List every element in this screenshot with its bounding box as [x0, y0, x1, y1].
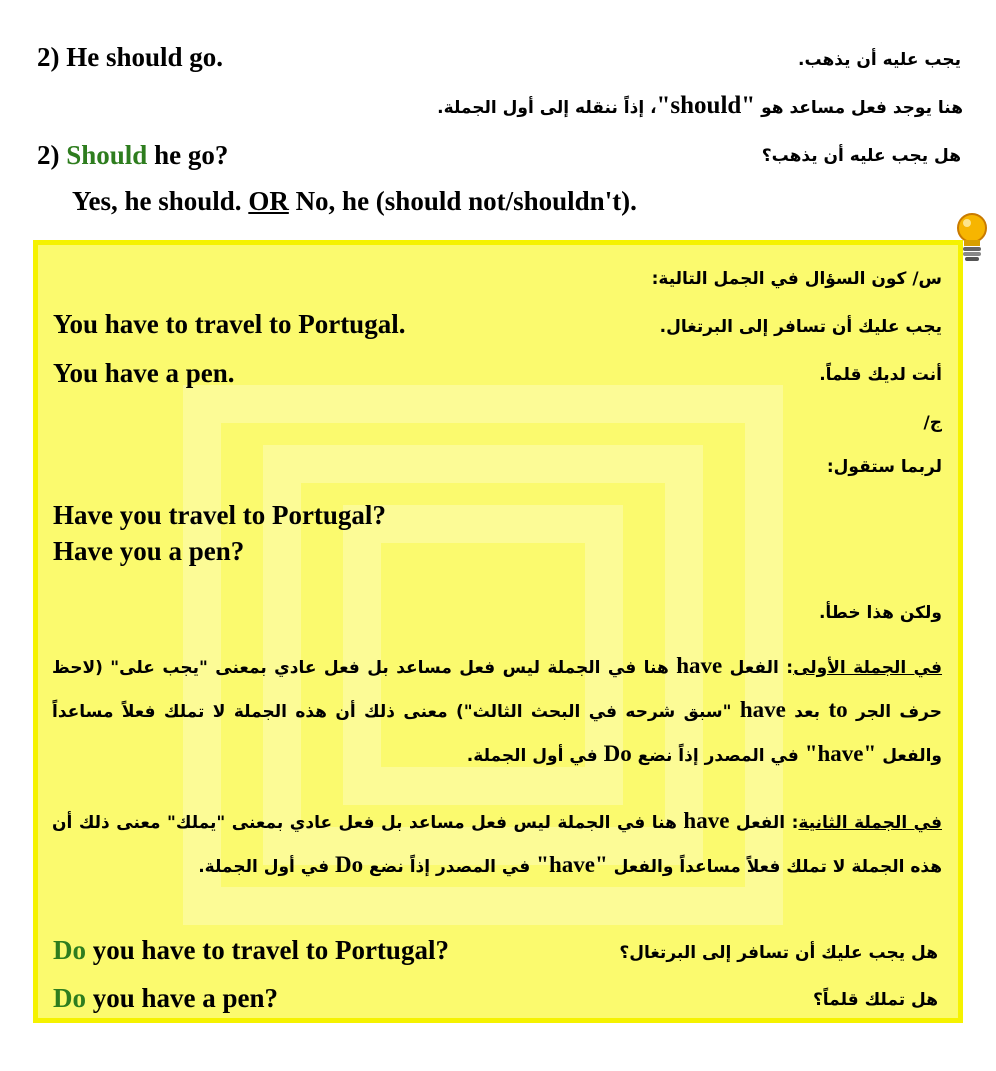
- p1-text-e: في المصدر إذاً نضع: [631, 746, 805, 766]
- p2-have: have: [683, 808, 730, 833]
- p1-text-d: "سبق شرحه في البحث الثالث") معنى ذلك أن هذه الجملة لا تملك فعلاً مساعداً والفعل: [52, 702, 942, 766]
- wrong-question-1: Have you travel to Portugal?: [53, 500, 386, 530]
- note-text-post: ، إذاً ننقله إلى أول الجملة.: [437, 98, 657, 118]
- example-statement-translation: يجب عليه أن يذهب.: [798, 50, 961, 70]
- maybe-you-say: لربما ستقول:: [826, 457, 942, 477]
- correct-question-1-translation: هل يجب عليك أن تسافر إلى البرتغال؟: [619, 943, 938, 963]
- p2-text-a: : الفعل: [729, 813, 799, 833]
- p1-do: Do: [603, 741, 632, 766]
- correct-1-do: Do: [53, 935, 86, 965]
- p2-do: Do: [335, 852, 364, 877]
- question-number: 2): [37, 140, 60, 170]
- correct-2-rest: you have a pen?: [92, 983, 279, 1013]
- answer-label: ج/: [923, 413, 942, 433]
- p1-have: have: [676, 653, 723, 678]
- explanation-first: [52, 645, 942, 777]
- first-sentence-label: في الجملة الأولى: [793, 658, 942, 678]
- p1-to: to: [828, 697, 848, 722]
- correct-question-1: [53, 935, 449, 966]
- sentence-1: You have to travel to Portugal.: [53, 309, 406, 339]
- exercise-box: [33, 240, 963, 1023]
- sentence-2: You have a pen.: [53, 358, 235, 388]
- example-answers: [72, 186, 637, 217]
- exercise-question: س/ كون السؤال في الجمل التالية:: [651, 269, 942, 289]
- p2-text-c: في المصدر إذاً نضع: [363, 857, 537, 877]
- question-auxiliary: Should: [66, 140, 148, 170]
- p2-text-d: في أول الجملة.: [198, 857, 336, 877]
- sentence-2-translation: أنت لديك قلماً.: [819, 365, 942, 385]
- p2-text-b: هنا في الجملة ليس فعل مساعد بل فعل عادي بمعنى "يملك" معنى ذلك أن هذه الجملة لا تملك فعلاً مساعداً والفعل: [52, 813, 942, 877]
- question-rest: he go?: [154, 140, 229, 170]
- note-word: "should": [656, 92, 756, 119]
- correct-1-rest: you have to travel to Portugal?: [92, 935, 449, 965]
- correct-question-2-translation: هل تملك قلماً؟: [812, 990, 938, 1010]
- p1-have-2: have: [739, 697, 786, 722]
- but-wrong: ولكن هذا خطأ.: [818, 603, 942, 623]
- p1-text-b: هنا في الجملة ليس فعل مساعد بل فعل عادي بمعنى "يجب على" (لاحظ حرف الجر: [52, 658, 942, 722]
- sentence-1-translation: يجب عليك أن تسافر إلى البرتغال.: [659, 317, 942, 337]
- note-text-pre: هنا يوجد فعل مساعد هو: [755, 98, 963, 118]
- example-statement: 2) He should go.: [37, 42, 224, 72]
- example-question-translation: هل يجب عليه أن يذهب؟: [761, 146, 961, 166]
- p2-have-2: "have": [536, 852, 608, 877]
- p1-text-a: : الفعل: [722, 658, 794, 678]
- correct-2-do: Do: [53, 983, 86, 1013]
- second-sentence-label: في الجملة الثانية: [798, 813, 942, 833]
- p1-text-f: في أول الجملة.: [466, 746, 604, 766]
- p1-text-c: بعد: [785, 702, 829, 722]
- wrong-question-2: Have you a pen?: [53, 536, 245, 566]
- p1-have-3: "have": [804, 741, 877, 766]
- answer-or: OR: [248, 186, 289, 216]
- example-question: [37, 140, 228, 171]
- helper-verb-note: [437, 92, 963, 120]
- correct-question-2: [53, 983, 278, 1014]
- explanation-second: [52, 800, 942, 888]
- answer-no: No, he (should not/shouldn't).: [295, 186, 637, 216]
- answer-yes: Yes, he should.: [72, 186, 242, 216]
